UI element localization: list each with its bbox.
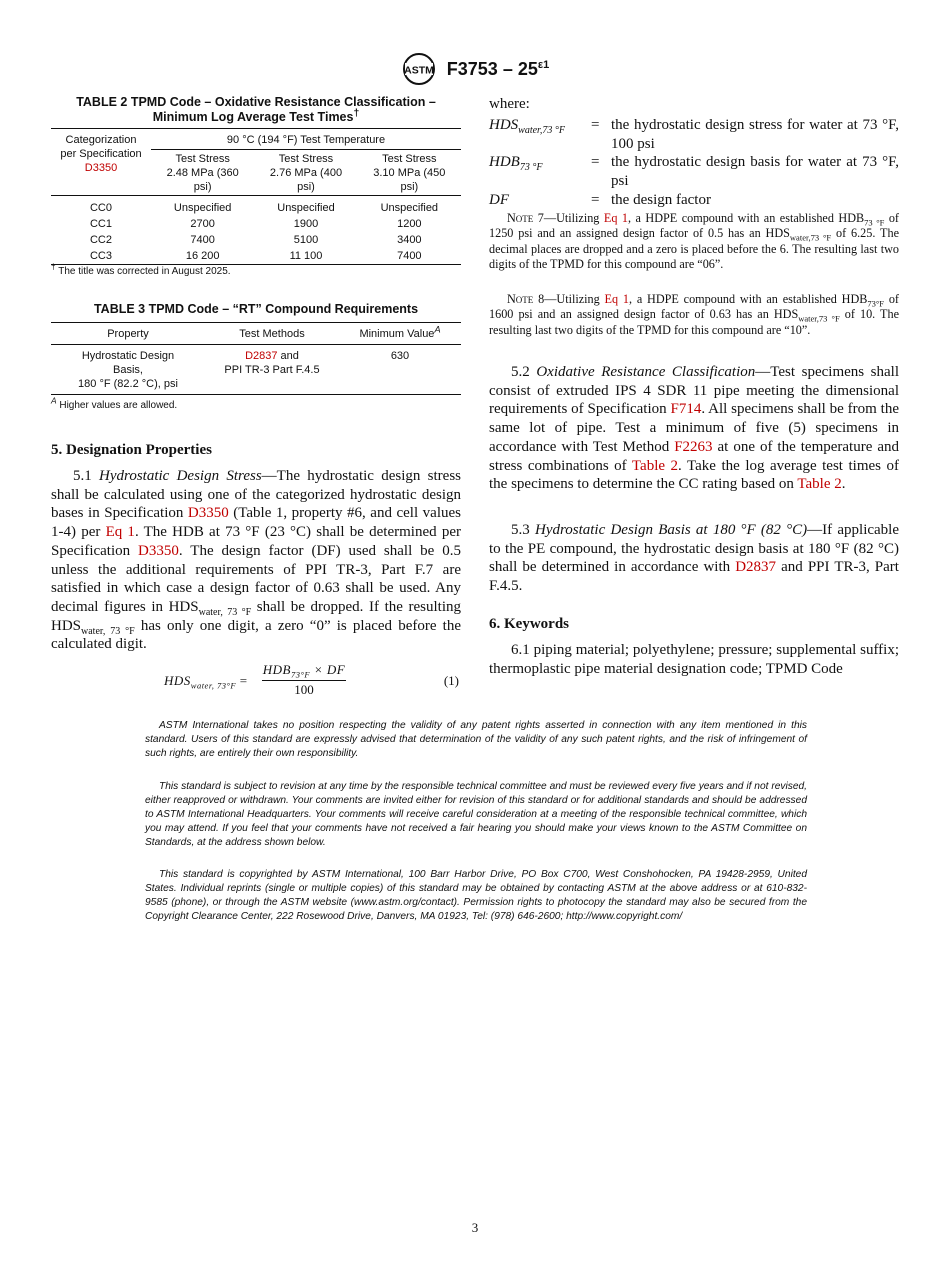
table-2-footnote: † The title was corrected in August 2025. [51,261,231,277]
table-2-caption: TABLE 2 TPMD Code – Oxidative Resistance Classification – Minimum Log Average Test Times† [76,95,436,124]
section-6-heading: 6. Keywords [489,616,569,632]
copyright-notice: This standard is copyrighted by ASTM International, 100 Barr Harbor Drive, PO Box C700, West Conshohocken, PA 19428-2959, United States. Individual reprints (single or multiple copies) of this standard may be obtained by contacting ASTM at the above address or at 610-832-9585 (phone), or through the ASTM website (www.astm.org/contact). Permission rights to photocopy the standard may also be secured from the Copyright Clearance Center, 222 Rosewood Drive, Danvers, MA 01923, Tel: (978) 646-2600; http://www.copyright.com/ [145,869,807,922]
table-2-temp-header: 90 °C (194 °F) Test Temperature [151,129,461,150]
table-row: CC3 16 200 11 100 7400 [89,250,422,262]
edition-superscript: ε1 [537,58,550,71]
section-5-heading: 5. Designation Properties [51,442,212,458]
test-methods-header: Test Methods [239,328,305,340]
table-row: CC2 7400 5100 3400 [89,234,422,246]
equation-label: (1) [443,673,459,688]
minimum-value-header: Minimum Value$^A$ [359,324,441,340]
eq-1-link[interactable]: Eq 1 [105,524,135,541]
property-header: Property [107,328,149,340]
paragraph-5-3: 5.3 Hydrostatic Design Basis at 180 °F (82 °C)—If applicable to the PE compound, the hydrostatic design basis at 180 °F (82 °C) shall be determined in accordance with D2837 and PPI TR-3, Part F.4.5. [489,522,900,595]
paragraph-6-1: 6.1 piping material; polyethylene; pressure; supplemental suffix; thermoplastic pipe material designation code; TPMD Code [489,642,899,677]
astm-logo-icon [401,52,437,86]
definition-hds: $HDS_{water,73 ^\circ F}$ = the hydrostatic design stress for water at 73 °F, 100 psi [489,117,899,152]
where-label: where: [489,96,530,112]
table-3-caption: TABLE 3 TPMD Code – “RT” Compound Requirements [93,302,419,316]
eq-1-link[interactable]: Eq 1 [604,292,629,306]
table-row: Hydrostatic Design Basis, 180 °F (82.2 °C), psi D2837 and PPI TR-3 Part F.4.5 630 [78,350,410,390]
table-3-footnote: $^A$ Higher values are allowed. [51,395,178,411]
equation-1: $HDS_{water, 73^\circ F}$ = $HDB_{73^\circ F}$ × DF 100 (1) [164,662,459,697]
f2263-link[interactable]: F2263 [674,438,713,455]
stress-header: Test Stress 2.76 MPa (400 psi) [269,153,343,193]
table-2-link[interactable]: Table 2 [797,476,842,493]
paragraph-5-2: 5.2 Oxidative Resistance Classification—Test specimens shall consist of extruded IPS 4 SDR 11 pipe meeting the dimensional requirements of Specification F714. All specimens shall be from the same lot of pipe. Test a minimum of five (5) specimens in accordance with Test Method F2263 at one of the temperature and stress combinations of Table 2. Take the log average test times of the specimens to determine the CC rating based on Table 2. [489,364,900,493]
page-header [0,52,950,86]
page-number: 3 [471,1220,479,1235]
paragraph-5-1: 5.1 Hydrostatic Design Stress—The hydrostatic design stress shall be calculated using one of the categorized hydrostatic design bases in Specification D3350 (Table 1, property #6, and cell values 1-4) per Eq 1. The HDB at 73 °F (23 °C) shall be determined per Specification D3350. The design factor (DF) used shall be 0.5 unless the additional requirements of PPI TR-3, Part F.7 are satisfied in which case a design factor of 0.63 shall be used. Any decimal figures in $HDS_{water, 73 ^\circ F}$ shall be dropped. If the resulting $HDS_{water, 73 ^\circ F}$ has only one digit, a zero “0” is placed before the calculated digit. [51,468,462,653]
d3350-link[interactable]: D3350 [187,505,229,522]
document-number: $F3753 - 25^{\varepsilon 1}$ [446,58,550,79]
d2837-link[interactable]: D2837 [245,350,278,362]
patent-notice: ASTM International takes no position respecting the validity of any patent rights asserted in connection with any item mentioned in this standard. Users of this standard are expressly advised that determination of the validity of any such patent rights, and the risk of infringement of such rights, are entirely their own responsibility. [145,720,807,759]
f714-link[interactable]: F714 [670,401,702,418]
table-2-link[interactable]: Table 2 [631,457,679,474]
definition-df: DF = the design factor [489,191,711,208]
note-7: Note 7—Utilizing Eq 1, a HDPE compound with an established $HDB_{73 ^\circ F}$ of 1250 psi and an assigned design factor of 0.5 has an $HDS_{water,73 ^\circ F}$ of 6.25. The decimal places are dropped and a zero is placed before the 6. The resulting last two digits of the TPMD for this compound are “06”. [489,211,899,272]
astm-logo-text: ASTM [403,64,434,77]
stress-header: Test Stress 2.48 MPa (360 psi) [166,153,239,193]
note-8: Note 8—Utilizing Eq 1, a HDPE compound with an established $HDB_{73^\circ F}$ of 1600 psi and an assigned design factor of 0.63 has an $HDS_{water,73 ^\circ F}$ of 10. The resulting last two digits of the TPMD for this compound are “10”. [489,292,899,337]
definitions [489,116,899,210]
table-2 [51,95,461,277]
table-2-grid [51,128,461,265]
stress-header: Test Stress 3.10 MPa (450 psi) [373,153,446,193]
table-3-grid [51,322,461,395]
d3350-link[interactable]: D3350 [84,162,118,174]
table-3 [51,302,461,411]
definition-hdb: $HDB_{73 ^\circ F}$ = the hydrostatic design basis for water at 73 °F, psi [489,154,899,190]
d3350-link[interactable]: D3350 [138,542,179,559]
table-2-category-header: Categorization per Specification D3350 [51,129,151,196]
eq-1-link[interactable]: Eq 1 [603,211,628,225]
table-row: CC1 2700 1900 1200 [89,218,422,230]
d2837-link[interactable]: D2837 [735,559,777,576]
table-row: CC0 Unspecified Unspecified Unspecified [89,202,439,214]
revision-notice: This standard is subject to revision at any time by the responsible technical committee and must be reviewed every five years and if not revised, either reapproved or withdrawn. Your comments are invited either for revision of this standard or for additional standards and should be addressed to ASTM International Headquarters. Your comments will receive careful consideration at a meeting of the responsible technical committee, which you may attend. If you feel that your comments have not received a fair hearing you should make your views known to the ASTM Committee on Standards, at the address shown below. [145,781,807,848]
